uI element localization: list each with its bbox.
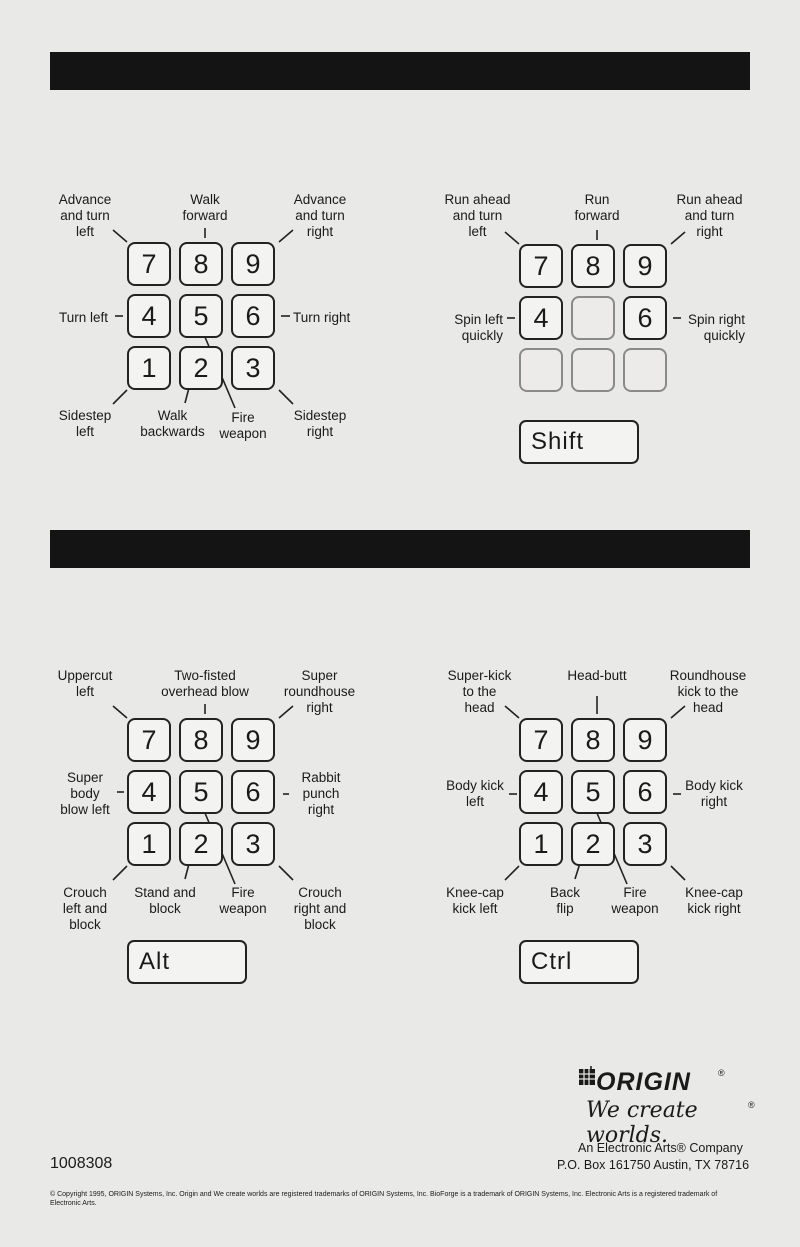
label-back-flip: Back flip — [549, 885, 580, 916]
label-sidestep-right: Sidestep right — [293, 408, 347, 439]
label-run-ahead-left: Run ahead and turn left — [444, 192, 511, 239]
catalog-number: 1008308 — [50, 1155, 113, 1172]
key-3: 3 — [231, 346, 275, 390]
key-9: 9 — [231, 242, 275, 286]
label-spin-right: Spin right quickly — [687, 312, 745, 343]
key-8: 8 — [179, 242, 223, 286]
key-2-inactive — [571, 348, 615, 392]
key-4: 4 — [519, 770, 563, 814]
key-9: 9 — [231, 718, 275, 762]
label-super-kick: Super-kick to the head — [447, 668, 512, 715]
key-2: 2 — [571, 822, 615, 866]
label-turn-right: Turn right — [293, 310, 351, 325]
alt-key: Alt — [127, 940, 247, 984]
label-sidestep-left: Sidestep left — [58, 408, 112, 439]
key-4: 4 — [127, 294, 171, 338]
label-head-butt: Head-butt — [567, 668, 627, 683]
key-3: 3 — [623, 822, 667, 866]
key-5: 5 — [179, 770, 223, 814]
label-knee-cap-right: Knee-cap kick right — [685, 885, 743, 916]
label-run-forward: Run forward — [574, 192, 620, 223]
alt-keypad-panel — [45, 666, 365, 976]
label-turn-left: Turn left — [59, 310, 109, 325]
label-super-body-blow: Super body blow left — [60, 770, 110, 817]
label-run-ahead-right: Run ahead and turn right — [676, 192, 743, 239]
key-9: 9 — [623, 718, 667, 762]
ctrl-key: Ctrl — [519, 940, 639, 984]
label-stand-block: Stand and block — [134, 885, 196, 916]
label-fire-weapon: Fire weapon — [219, 410, 267, 441]
label-advance-turn-left: Advance and turn left — [58, 192, 112, 239]
label-spin-left: Spin left quickly — [454, 312, 503, 343]
key-6: 6 — [231, 294, 275, 338]
key-7: 7 — [519, 718, 563, 762]
label-crouch-left: Crouch left and block — [62, 885, 108, 932]
key-8: 8 — [571, 718, 615, 762]
key-8: 8 — [179, 718, 223, 762]
label-fire-weapon: Fire weapon — [219, 885, 267, 916]
label-crouch-right: Crouch right and block — [293, 885, 347, 932]
key-1-inactive — [519, 348, 563, 392]
key-1: 1 — [519, 822, 563, 866]
label-fire-weapon: Fire weapon — [611, 885, 659, 916]
label-rabbit-punch: Rabbit punch right — [301, 770, 341, 817]
key-2: 2 — [179, 346, 223, 390]
key-6: 6 — [623, 770, 667, 814]
key-5: 5 — [179, 294, 223, 338]
key-4: 4 — [519, 296, 563, 340]
key-8: 8 — [571, 244, 615, 288]
key-7: 7 — [519, 244, 563, 288]
label-super-roundhouse: Super roundhouse right — [283, 668, 356, 715]
origin-tagline: We create worlds. — [586, 1098, 698, 1148]
registered-mark: ® — [718, 1068, 725, 1078]
key-5-inactive — [571, 296, 615, 340]
section-header-bar-1 — [50, 52, 750, 90]
label-body-kick-left: Body kick left — [446, 778, 504, 809]
label-roundhouse-kick: Roundhouse kick to the head — [669, 668, 747, 715]
ctrl-keypad-panel — [437, 666, 757, 976]
key-1: 1 — [127, 822, 171, 866]
registered-mark-2: ® — [748, 1100, 755, 1110]
movement-keypad-panel — [45, 190, 365, 500]
origin-logo-word: ORIGIN — [596, 1068, 691, 1096]
label-body-kick-right: Body kick right — [685, 778, 743, 809]
key-7: 7 — [127, 242, 171, 286]
label-walk-forward: Walk forward — [182, 192, 228, 223]
label-advance-turn-right: Advance and turn right — [293, 192, 347, 239]
label-uppercut-left: Uppercut left — [57, 668, 113, 699]
key-7: 7 — [127, 718, 171, 762]
company-line: An Electronic Arts® Company — [578, 1141, 743, 1155]
run-keypad-panel — [435, 192, 755, 502]
key-9: 9 — [623, 244, 667, 288]
label-two-fisted-blow: Two-fisted overhead blow — [161, 668, 249, 699]
shift-key: Shift — [519, 420, 639, 464]
key-2: 2 — [179, 822, 223, 866]
key-3: 3 — [231, 822, 275, 866]
copyright-notice: © Copyright 1995, ORIGIN Systems, Inc. Origin and We create worlds are registered trademarks of ORIGIN Systems, Inc. BioForge is a trademark of ORIGIN Systems, Inc. Electronic Arts is a registered trademark of Electronic Arts. — [50, 1191, 718, 1207]
section-header-bar-2 — [50, 530, 750, 568]
key-5: 5 — [571, 770, 615, 814]
key-4: 4 — [127, 770, 171, 814]
label-knee-cap-left: Knee-cap kick left — [446, 885, 504, 916]
key-6: 6 — [231, 770, 275, 814]
origin-grid-icon — [578, 1066, 596, 1088]
key-6: 6 — [623, 296, 667, 340]
key-3-inactive — [623, 348, 667, 392]
key-1: 1 — [127, 346, 171, 390]
address-line: P.O. Box 161750 Austin, TX 78716 — [557, 1158, 750, 1172]
label-walk-backwards: Walk backwards — [140, 408, 205, 439]
